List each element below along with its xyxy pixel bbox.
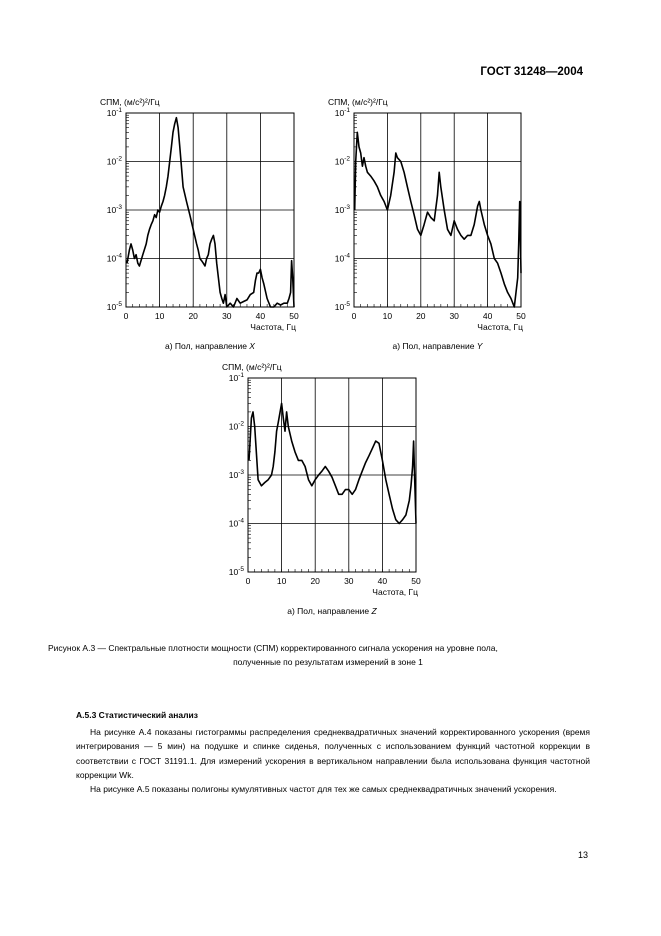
x-tick-label: 0 <box>123 311 129 321</box>
y-axis-title: СПМ, (м/с²)²/Гц <box>100 97 160 107</box>
psd-series-line <box>249 403 416 523</box>
figure-caption <box>48 641 608 669</box>
x-axis-title: Частота, Гц <box>477 322 523 332</box>
x-tick-label: 30 <box>222 311 232 321</box>
x-tick-label: 30 <box>449 311 459 321</box>
y-tick-label: $10^{-1}$ <box>106 107 122 118</box>
y-tick-label: $10^{-3}$ <box>106 204 122 215</box>
x-tick-label: 30 <box>344 576 354 586</box>
x-tick-label: 50 <box>289 311 299 321</box>
y-tick-label: $10^{-2}$ <box>334 155 350 167</box>
x-tick-label: 40 <box>377 576 388 586</box>
figure-caption-line2: полученные по результатам измерений в зоне 1 <box>233 657 423 667</box>
y-tick-label: $10^{-2}$ <box>106 155 122 167</box>
y-tick-label: $10^{-2}$ <box>228 420 244 432</box>
psd-chart-x <box>100 97 299 351</box>
chart-caption: а) Пол, направление Y <box>392 341 483 351</box>
x-tick-label: 40 <box>255 311 266 321</box>
figure-caption-line1: Рисунок А.3 — Спектральные плотности мощности (СПМ) корректированного сигнала ускорения на уровне пола, <box>48 643 498 653</box>
paragraph-2: На рисунке А.5 показаны полигоны кумулятивных частот для тех же самых среднеквадратичных значений ускорения. <box>90 784 557 794</box>
x-tick-label: 50 <box>411 576 421 586</box>
x-axis-title: Частота, Гц <box>372 587 418 597</box>
y-tick-label: $10^{-5}$ <box>334 301 350 312</box>
y-tick-label: $10^{-3}$ <box>334 204 350 215</box>
y-axis-title: СПМ, (м/с²)²/Гц <box>328 97 388 107</box>
psd-series-line <box>127 118 294 307</box>
psd-chart-z <box>222 362 421 616</box>
y-tick-label: $10^{-3}$ <box>228 469 244 480</box>
psd-chart-y <box>328 97 526 351</box>
y-tick-label: $10^{-4}$ <box>334 252 350 264</box>
x-tick-label: 20 <box>310 576 320 586</box>
chart-caption: а) Пол, направление X <box>165 341 255 351</box>
y-axis-title: СПМ, (м/с²)²/Гц <box>222 362 282 372</box>
x-tick-label: 50 <box>516 311 526 321</box>
x-tick-label: 0 <box>245 576 251 586</box>
chart-caption: а) Пол, направление Z <box>287 606 377 616</box>
section-title: А.5.3 Статистический анализ <box>76 710 198 720</box>
x-tick-label: 10 <box>276 576 287 586</box>
x-axis-title: Частота, Гц <box>250 322 296 332</box>
y-tick-label: $10^{-4}$ <box>106 252 122 264</box>
y-tick-label: $10^{-4}$ <box>228 517 244 529</box>
x-tick-label: 20 <box>188 311 198 321</box>
y-tick-label: $10^{-5}$ <box>106 301 122 312</box>
x-tick-label: 40 <box>482 311 493 321</box>
paragraph-1: На рисунке А.4 показаны гистограммы распределения среднеквадратичных значений корректированного ускорения (время интегрирования — 5 мин) на подушке и спинке сиденья, полученных с использованием функций частотной коррекции в соответствии с ГОСТ 31191.1. Для измерений ускорения в вертикальном направлении была использована функция частотной коррекции Wk. <box>76 727 590 781</box>
x-tick-label: 20 <box>416 311 426 321</box>
y-tick-label: $10^{-1}$ <box>334 107 350 118</box>
document-code: ГОСТ 31248—2004 <box>480 66 583 78</box>
x-tick-label: 10 <box>154 311 165 321</box>
x-tick-label: 10 <box>382 311 393 321</box>
psd-series-line <box>355 132 521 307</box>
y-tick-label: $10^{-5}$ <box>228 566 244 577</box>
page-number: 13 <box>578 850 589 860</box>
y-tick-label: $10^{-1}$ <box>228 372 244 383</box>
x-tick-label: 0 <box>351 311 357 321</box>
